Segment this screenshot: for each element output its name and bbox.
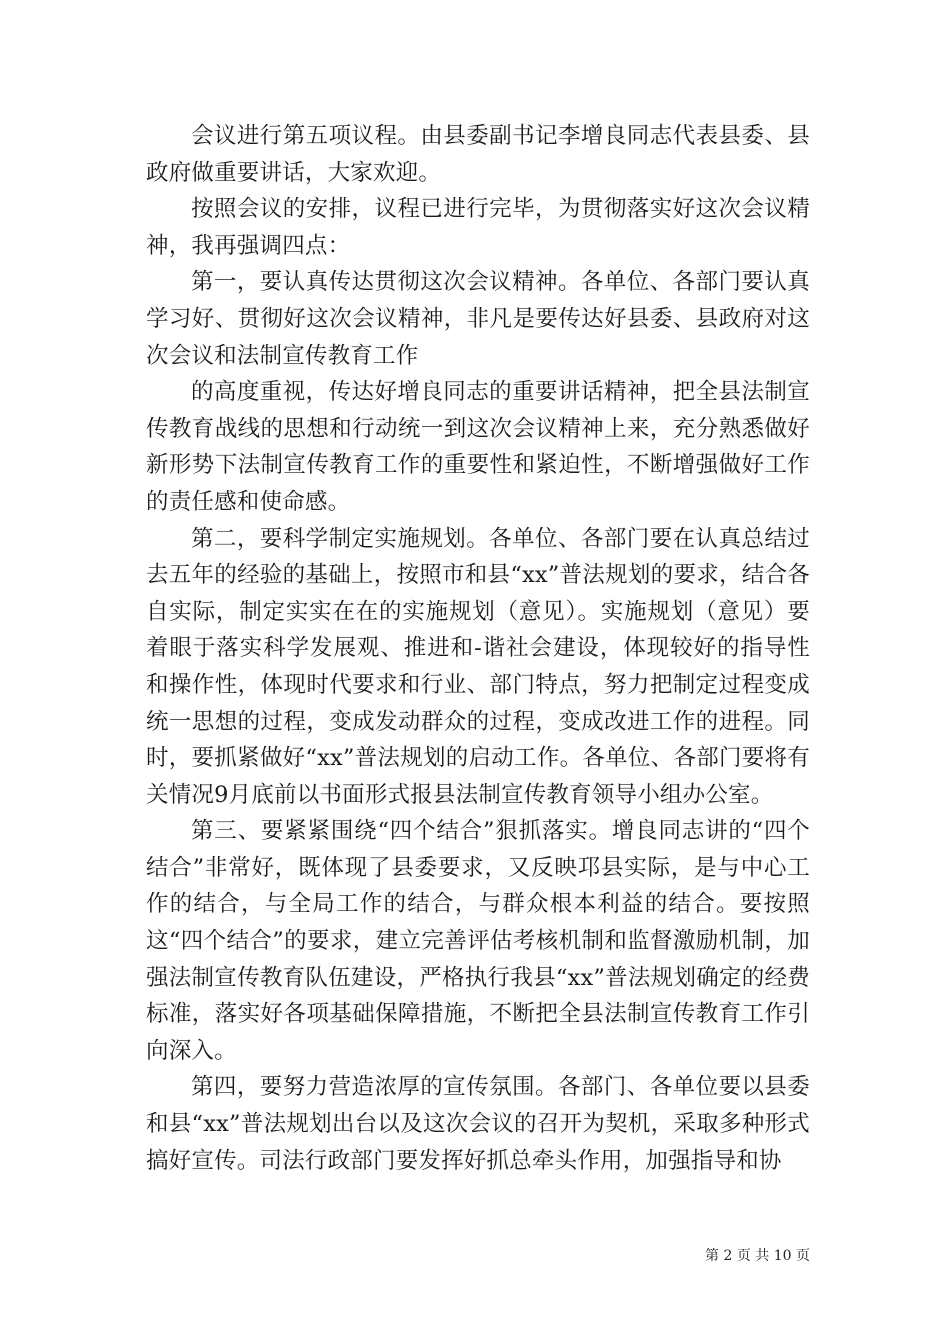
paragraph-point-two: 第二，要科学制定实施规划。各单位、各部门要在认真总结过去五年的经验的基础上，按照市和县“xx”普法规划的要求，结合各自实际，制定实实在在的实施规划（意见）。实施规划（意见）要着眼于落实科学发展观、推进和-谐社会建设，体现较好的指导性和操作性，体现时代要求和行业、部门特点，努力把制定过程变成统一思想的过程，变成发动群众的过程，变成改进工作的进程。同时，要抓紧做好“xx”普法规划的启动工作。各单位、各部门要将有关情况9月底前以书面形式报县法制宣传教育领导小组办公室。: [146, 525, 810, 808]
paragraph-four-points-intro: 按照会议的安排，议程已进行完毕，为贯彻落实好这次会议精神，我再强调四点：: [146, 196, 810, 259]
page-number-footer: 第 2 页 共 10 页: [705, 1248, 810, 1264]
paragraph-point-three: 第三、要紧紧围绕“四个结合”狠抓落实。增良同志讲的“四个结合”非常好，既体现了县委要求，又反映邛县实际，是与中心工作的结合，与全局工作的结合，与群众根本利益的结合。要按照这“四个结合”的要求，建立完善评估考核机制和监督激励机制，加强法制宣传教育队伍建设，严格执行我县“xx”普法规划确定的经费标准，落实好各项基础保障措施，不断把全县法制宣传教育工作引向深入。: [146, 818, 810, 1064]
paragraph-point-four: 第四，要努力营造浓厚的宣传氛围。各部门、各单位要以县委和县“xx”普法规划出台以及这次会议的召开为契机，采取多种形式搞好宣传。司法行政部门要发挥好抓总牵头作用，加强指导和协: [146, 1074, 810, 1174]
paragraph-point-one-continued: 的高度重视，传达好增良同志的重要讲话精神，把全县法制宣传教育战线的思想和行动统一到这次会议精神上来，充分熟悉做好新形势下法制宣传教育工作的重要性和紧迫性，不断增强做好工作的责任感和使命感。: [146, 379, 810, 515]
document-body: [146, 118, 810, 1179]
paragraph-agenda-item-five: 会议进行第五项议程。由县委副书记李增良同志代表县委、县政府做重要讲话，大家欢迎。: [146, 123, 810, 186]
paragraph-point-one: 第一，要认真传达贯彻这次会议精神。各单位、各部门要认真学习好、贯彻好这次会议精神，非凡是要传达好县委、县政府对这次会议和法制宣传教育工作: [146, 269, 810, 369]
